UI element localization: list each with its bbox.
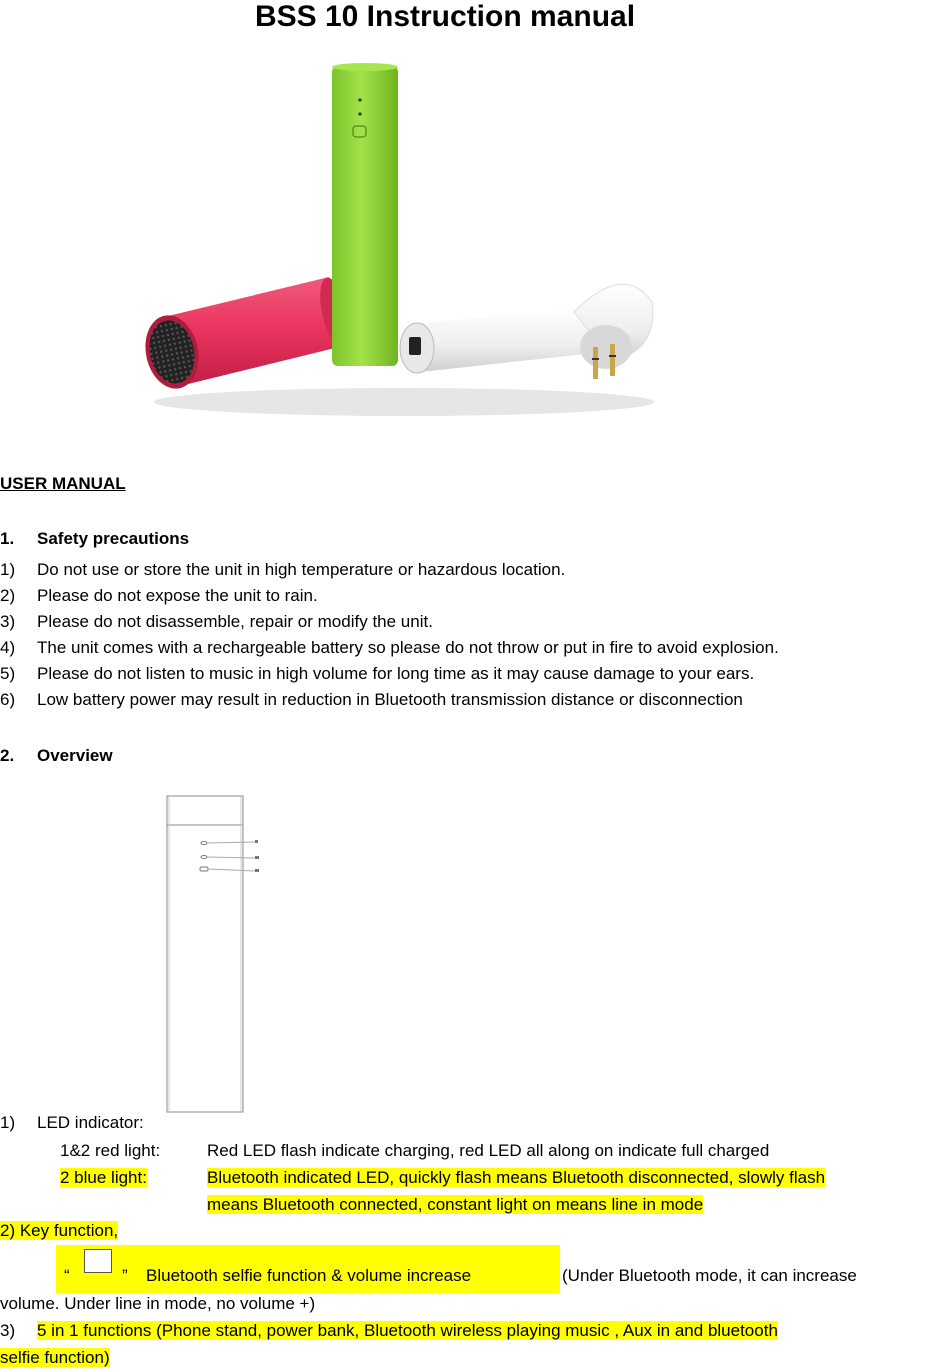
pink-speaker-unit [139, 275, 353, 393]
blue-light-text-1: Bluetooth indicated LED, quickly flash means Bluetooth disconnected, slowly flash [207, 1168, 826, 1187]
blue-light-label: 2 blue light: [60, 1168, 147, 1187]
list-item: 5) Please do not listen to music in high volume for long time as it may cause damage to your ears. [0, 664, 755, 683]
key-function-highlighted: Bluetooth selfie function & volume increase [146, 1266, 472, 1285]
list-item: 1) Do not use or store the unit in high temperature or hazardous location. [0, 560, 566, 579]
red-light-label: 1&2 red light: [60, 1141, 161, 1160]
key-function-heading: 2) Key function, [0, 1221, 119, 1240]
user-manual-heading: USER MANUAL [0, 474, 126, 493]
list-item: 2) Please do not expose the unit to rain. [0, 586, 318, 605]
quote-open: “ [64, 1266, 70, 1285]
functions-text-2: selfie function) [0, 1348, 110, 1367]
quote-close: ” [122, 1266, 128, 1285]
safety-section-heading: Safety precautions [37, 529, 190, 548]
list-item: 3) Please do not disassemble, repair or modify the unit. [0, 612, 433, 631]
functions-number: 3) [0, 1321, 16, 1340]
green-power-bank-unit [332, 63, 398, 366]
page-title: BSS 10 Instruction manual [254, 0, 636, 33]
list-item: 6) Low battery power may result in reduction in Bluetooth transmission distance or disconnection [0, 690, 743, 709]
device-diagram [166, 795, 262, 1113]
key-function-rest-1: (Under Bluetooth mode, it can increase [562, 1266, 857, 1285]
functions-text-1: 5 in 1 functions (Phone stand, power bank, Bluetooth wireless playing music , Aux in and bluetooth [37, 1321, 778, 1340]
overview-section-heading: Overview [37, 746, 113, 765]
list-item: 4) The unit comes with a rechargeable battery so please do not throw or put in fire to avoid explosion. [0, 638, 779, 657]
key-function-rest-2: volume. Under line in mode, no volume +) [0, 1294, 316, 1313]
white-aux-unit [400, 284, 653, 379]
product-image [124, 62, 660, 420]
led-indicator-item: 1) LED indicator: [0, 1113, 144, 1132]
selfie-key-icon [84, 1249, 112, 1273]
safety-section-number: 1. [0, 529, 15, 548]
overview-section-number: 2. [0, 746, 15, 765]
red-light-text: Red LED flash indicate charging, red LED all along on indicate full charged [207, 1141, 770, 1160]
blue-light-text-2: means Bluetooth connected, constant light on means line in mode [207, 1195, 704, 1214]
